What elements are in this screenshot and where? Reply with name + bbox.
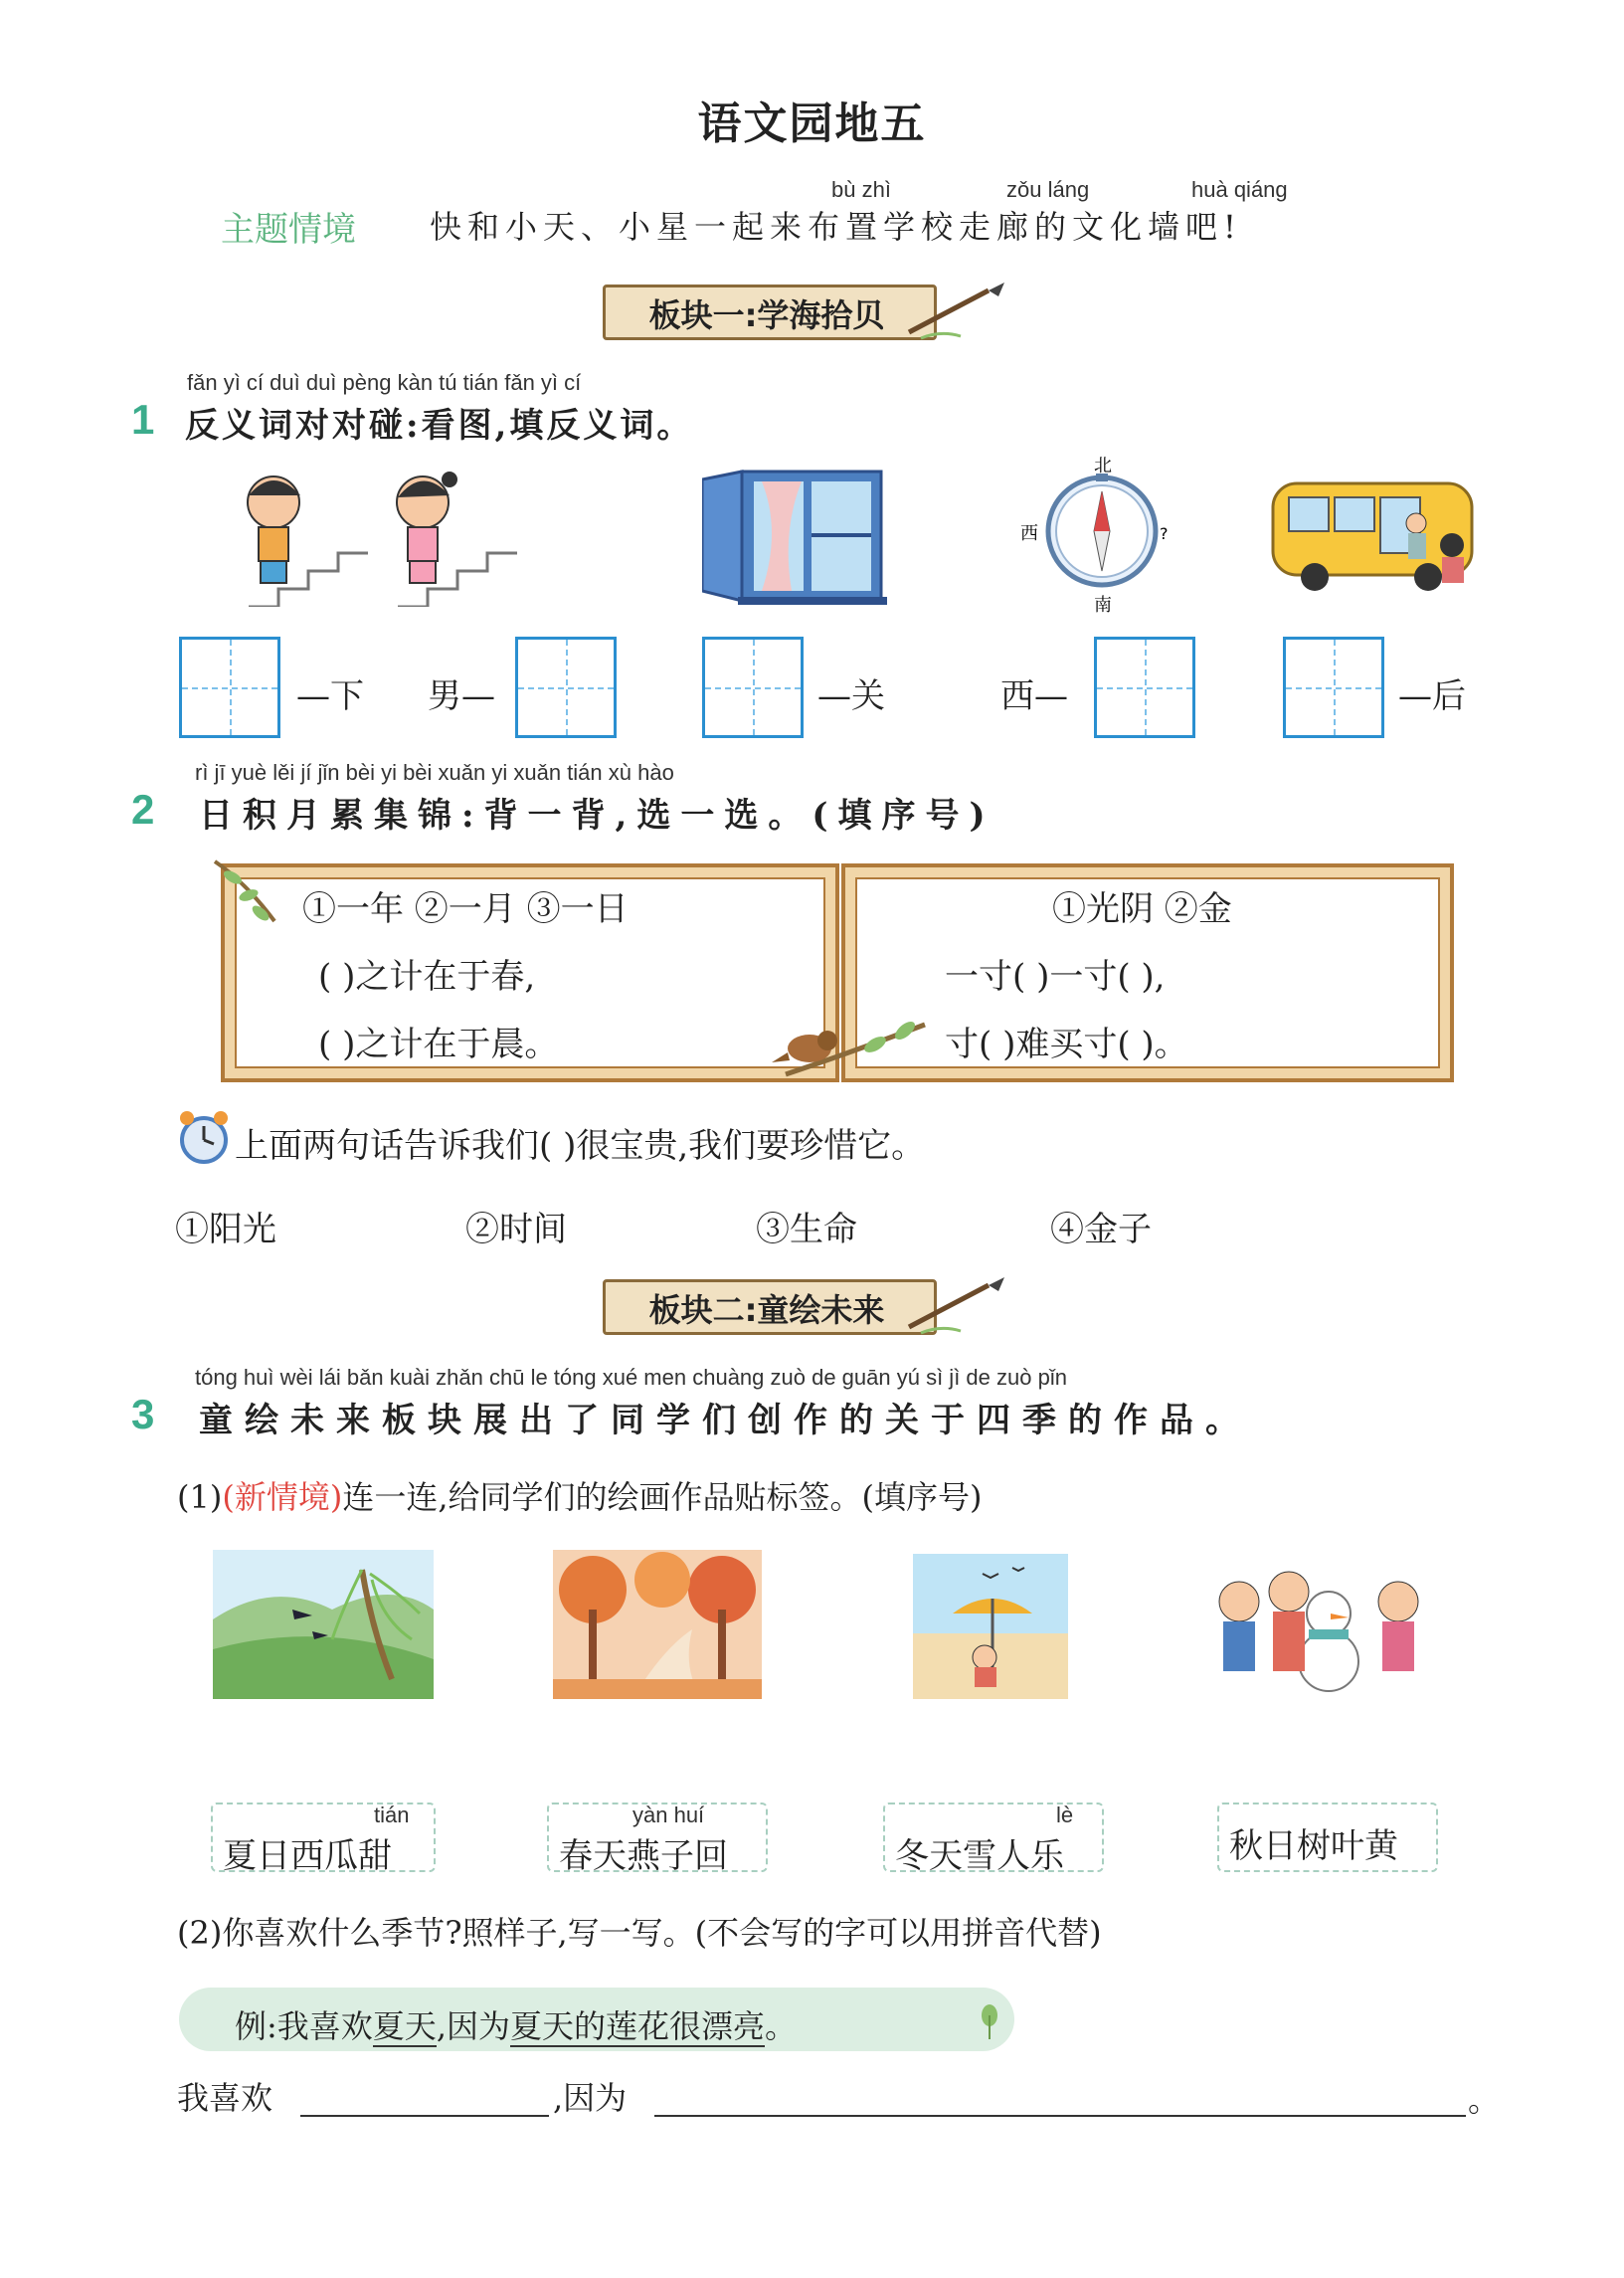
theme-text: 快和小天、小星一起来布置学校走廊的文化墙吧! xyxy=(430,208,1242,246)
q2-left-line1: ( )之计在于春, xyxy=(318,957,536,997)
section1-banner xyxy=(603,281,1020,338)
theme-label: 主题情境 xyxy=(221,210,356,250)
q2-text: 日积月累集锦:背一背,选一选。(填序号) xyxy=(199,796,995,836)
q1-text: 反义词对对碰:看图,填反义词。 xyxy=(185,406,694,446)
q2-choice-3[interactable]: ③生命 xyxy=(756,1210,857,1249)
winter-snowman-image xyxy=(1199,1552,1438,1701)
theme-pinyin-2: zǒu láng xyxy=(1006,177,1090,202)
tag-2[interactable]: 春天燕子回 xyxy=(547,1803,768,1872)
q1-number: 1 xyxy=(131,396,155,443)
example-sentence xyxy=(235,2001,797,2047)
q2-right-line1: 一寸( )一寸( ), xyxy=(945,957,1166,997)
antonym-box-3[interactable] xyxy=(702,637,804,738)
antonym-pair-5: —后 xyxy=(1398,676,1466,716)
antonym-pair-3: —关 xyxy=(817,676,885,716)
q2-number: 2 xyxy=(131,786,155,833)
example-box xyxy=(179,1988,1014,2051)
compass-image xyxy=(1018,454,1177,623)
answer-end: 。 xyxy=(1468,2081,1501,2119)
compass-east-label: ? xyxy=(1160,524,1169,543)
compass-north-label: 北 xyxy=(1094,456,1112,476)
tag-3[interactable]: 冬天雪人乐 xyxy=(883,1803,1104,1872)
tag-1-pinyin: tián xyxy=(374,1803,410,1827)
theme-pinyin-3: huà qiáng xyxy=(1191,177,1288,202)
antonym-box-1[interactable] xyxy=(179,637,280,738)
q2-right-options: ①光阴 ②金 xyxy=(1052,889,1232,929)
tag-3-pinyin: lè xyxy=(1056,1803,1074,1827)
q2-choice-1[interactable]: ①阳光 xyxy=(175,1210,276,1249)
antonym-pair-2: 男— xyxy=(428,676,495,716)
q2-pinyin: rì jī yuè lěi jí jǐn bèi yi bèi xuǎn yi xuǎn tián xù hào xyxy=(195,760,674,785)
answer-prefix: 我喜欢 xyxy=(177,2079,273,2117)
tag-2-pinyin: yàn huí xyxy=(632,1803,705,1827)
branch-leaves-icon xyxy=(205,852,284,931)
section2-banner xyxy=(603,1275,1020,1333)
example-season: 夏天 xyxy=(372,2007,437,2045)
brush-icon xyxy=(901,281,1010,340)
alarm-clock-icon xyxy=(177,1108,231,1168)
antonym-pair-1: —下 xyxy=(296,676,364,716)
compass-west-label: 西 xyxy=(1020,523,1038,544)
stairs-kids-image xyxy=(219,458,517,607)
q3-part1 xyxy=(177,1472,982,1518)
q2-right-line2: 寸( )难买寸( )。 xyxy=(945,1025,1188,1064)
q1-pinyin: fǎn yì cí duì duì pèng kàn tú tián fǎn yì cí xyxy=(187,370,582,395)
q3-number: 3 xyxy=(131,1391,155,1437)
q2-left-line2: ( )之计在于晨。 xyxy=(318,1025,559,1064)
answer-mid: ,因为 xyxy=(553,2079,628,2117)
theme-pinyin-1: bù zhì xyxy=(831,177,891,202)
autumn-forest-image xyxy=(553,1550,762,1699)
antonym-pair-4: 西— xyxy=(1000,676,1068,716)
bus-image xyxy=(1269,474,1488,603)
antonym-box-2[interactable] xyxy=(515,637,617,738)
answer-season-line[interactable] xyxy=(300,2115,549,2117)
example-prefix: 例:我喜欢 xyxy=(235,2007,373,2045)
q3-part1-prefix: (1) xyxy=(177,1478,223,1516)
page-title: 语文园地五 xyxy=(697,98,927,149)
window-image xyxy=(702,470,891,605)
q3-text: 童绘未来板块展出了同学们创作的关于四季的作品。 xyxy=(199,1401,1251,1440)
q2-left-options: ①一年 ②一月 ③一日 xyxy=(302,889,629,929)
q2-choice-4[interactable]: ④金子 xyxy=(1050,1210,1152,1249)
section1-title: 板块一:学海拾贝 xyxy=(648,296,885,334)
answer-reason-line[interactable] xyxy=(654,2115,1466,2117)
example-end: 。 xyxy=(765,2007,798,2045)
q2-follow-text: 上面两句话告诉我们( )很宝贵,我们要珍惜它。 xyxy=(235,1126,926,1166)
antonym-box-4[interactable] xyxy=(1094,637,1195,738)
tag-1[interactable]: 夏日西瓜甜 xyxy=(211,1803,436,1872)
tag-4[interactable]: 秋日树叶黄 xyxy=(1217,1803,1438,1872)
compass-south-label: 南 xyxy=(1094,595,1112,616)
example-reason: 夏天的莲花很漂亮 xyxy=(510,2007,766,2045)
example-mid: ,因为 xyxy=(436,2007,510,2045)
antonym-box-5[interactable] xyxy=(1283,637,1384,738)
q3-part1-new-badge: (新情境) xyxy=(222,1478,343,1516)
summer-beach-image xyxy=(913,1554,1068,1699)
bird-branch-icon xyxy=(766,1005,935,1094)
brush-icon xyxy=(901,1275,1010,1335)
section2-title: 板块二:童绘未来 xyxy=(648,1291,885,1329)
q3-part1-text: 连一连,给同学们的绘画作品贴标签。(填序号) xyxy=(342,1478,983,1516)
q3-pinyin: tóng huì wèi lái bǎn kuài zhǎn chū le tóng xué men chuàng zuò de guān yú sì jì de zuò pǐn xyxy=(195,1365,1067,1390)
q2-choice-2[interactable]: ②时间 xyxy=(465,1210,567,1249)
q3-part2: (2)你喜欢什么季节?照样子,写一写。(不会写的字可以用拼音代替) xyxy=(177,1914,1102,1952)
spring-swallow-image xyxy=(213,1550,434,1699)
leaf-icon xyxy=(975,2001,1004,2041)
